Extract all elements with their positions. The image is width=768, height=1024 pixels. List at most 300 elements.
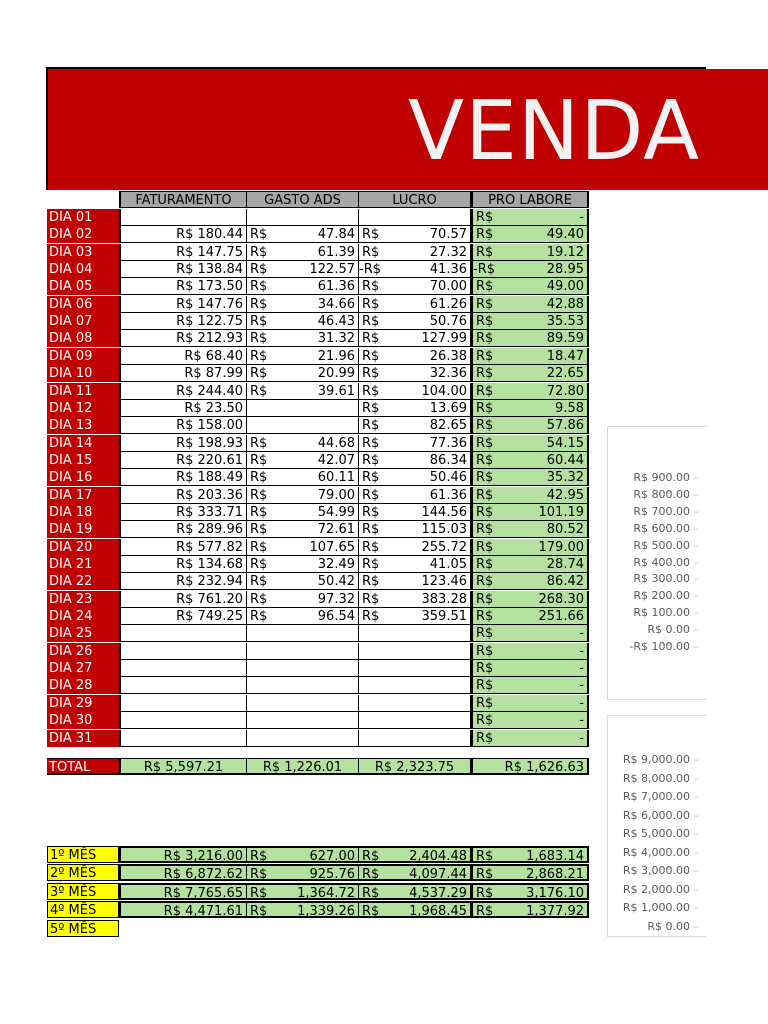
currency-symbol: R$: [476, 487, 494, 503]
total-pro[interactable]: R$ 1,626.63: [471, 758, 589, 775]
tick-mark: –: [690, 572, 699, 586]
gasto-ads-cell[interactable]: [247, 504, 359, 521]
currency-symbol: R$: [250, 609, 268, 625]
day-label: DIA 29: [47, 695, 119, 712]
currency-symbol: R$: [250, 366, 268, 382]
y-tick-label: [633, 522, 699, 535]
tick-text: R$ 800.00: [633, 487, 690, 501]
day-label: DIA 16: [47, 469, 119, 486]
currency-symbol: R$: [362, 885, 380, 900]
gasto-ads-cell[interactable]: [247, 712, 359, 729]
y-tick-label: [647, 623, 699, 636]
lucro-cell[interactable]: [359, 712, 471, 729]
lucro-cell[interactable]: [359, 539, 471, 556]
gasto-ads-cell[interactable]: [247, 695, 359, 712]
gasto-ads-cell[interactable]: [247, 556, 359, 573]
y-tick-label: [623, 846, 699, 859]
pro-labore-cell[interactable]: [471, 591, 589, 608]
y-tick-label: [623, 790, 699, 803]
cell-value: 41.05: [429, 557, 467, 572]
gasto-ads-cell[interactable]: [247, 400, 359, 417]
currency-symbol: R$: [476, 418, 494, 434]
gasto-ads-cell[interactable]: [247, 452, 359, 469]
faturamento-cell[interactable]: [119, 573, 247, 590]
cell-value: 32.36: [429, 366, 467, 382]
gasto-ads-cell[interactable]: [247, 244, 359, 261]
month-gasto-ads[interactable]: [247, 846, 359, 863]
pro-labore-cell[interactable]: [471, 261, 589, 278]
y-tick-label: [633, 505, 699, 518]
faturamento-cell[interactable]: [119, 625, 247, 642]
tick-text: R$ 400.00: [633, 555, 690, 569]
cell-value: 72.61: [317, 522, 355, 538]
month-lucro[interactable]: [359, 846, 471, 863]
cell-value: 54.99: [317, 504, 355, 520]
pro-labore-cell[interactable]: [471, 226, 589, 243]
currency-symbol: R$: [362, 849, 380, 863]
faturamento-cell[interactable]: [119, 521, 247, 538]
y-tick-label: [633, 471, 699, 484]
cell-value: R$ 134.68: [176, 557, 243, 572]
pro-labore-cell[interactable]: [471, 278, 589, 295]
tick-mark: –: [690, 538, 699, 552]
monthly-chart[interactable]: [607, 715, 707, 937]
cell-value: 32.49: [317, 557, 355, 572]
currency-symbol: R$: [250, 487, 268, 503]
cell-value: 50.42: [317, 574, 355, 590]
tick-mark: –: [690, 919, 699, 933]
gasto-ads-cell[interactable]: [247, 643, 359, 660]
header-pro-labore[interactable]: PRO LABORE: [471, 191, 589, 208]
tick-text: R$ 5,000.00: [622, 827, 690, 840]
pro-labore-cell[interactable]: [471, 712, 589, 729]
pro-labore-cell[interactable]: [471, 608, 589, 625]
lucro-cell[interactable]: [359, 677, 471, 694]
lucro-cell[interactable]: [359, 591, 471, 608]
lucro-cell[interactable]: [359, 417, 471, 434]
faturamento-cell[interactable]: [119, 730, 247, 747]
cell-value: 60.44: [546, 452, 584, 468]
gasto-ads-cell[interactable]: [247, 521, 359, 538]
cell-value: 86.34: [429, 452, 467, 468]
currency-symbol: R$: [476, 244, 494, 260]
month-lucro[interactable]: [359, 901, 471, 918]
header-lucro[interactable]: LUCRO: [359, 191, 471, 208]
cell-value: 21.96: [317, 348, 355, 364]
currency-symbol: R$: [476, 452, 494, 468]
cell-value: 20.99: [317, 366, 355, 382]
currency-symbol: R$: [476, 522, 494, 538]
cell-value: 57.86: [546, 418, 584, 434]
faturamento-cell[interactable]: [119, 400, 247, 417]
tick-mark: –: [690, 771, 699, 785]
pro-labore-cell[interactable]: [471, 539, 589, 556]
currency-symbol: R$: [476, 904, 494, 919]
tick-text: R$ 0.00: [647, 623, 690, 637]
cell-value: 46.43: [317, 314, 355, 330]
cell-value: R$ 68.40: [184, 348, 243, 364]
gasto-ads-cell[interactable]: [247, 261, 359, 278]
cell-value: 50.46: [429, 470, 467, 486]
gasto-ads-cell[interactable]: [247, 383, 359, 400]
tick-mark: –: [690, 487, 699, 501]
tick-mark: –: [690, 640, 699, 653]
month-faturamento[interactable]: [119, 883, 247, 900]
y-tick-label: [633, 572, 699, 585]
month-gasto-ads[interactable]: [247, 883, 359, 900]
currency-symbol: R$: [476, 366, 494, 382]
cell-value: R$ 138.84: [176, 262, 243, 278]
currency-symbol: R$: [250, 849, 268, 863]
lucro-cell[interactable]: [359, 400, 471, 417]
cell-value: R$ 7,765.65: [163, 885, 243, 900]
lucro-cell[interactable]: [359, 348, 471, 365]
cell-value: 19.12: [546, 244, 584, 260]
cell-value: -: [579, 678, 584, 694]
gasto-ads-cell[interactable]: [247, 278, 359, 295]
currency-symbol: R$: [476, 885, 494, 900]
tick-text: R$ 0.00: [647, 919, 690, 933]
day-label: DIA 20: [47, 539, 119, 556]
cell-value: R$ 147.75: [176, 244, 243, 260]
lucro-cell[interactable]: [359, 244, 471, 261]
month-label: 3º MÊS: [47, 883, 119, 900]
pro-labore-cell[interactable]: [471, 643, 589, 660]
y-tick-label: [647, 920, 699, 933]
pro-labore-cell[interactable]: [471, 487, 589, 504]
total-lucro[interactable]: R$ 2,323.75: [359, 758, 471, 775]
cell-value: -: [579, 210, 584, 225]
gasto-ads-cell[interactable]: [247, 608, 359, 625]
cell-value: R$ 180.44: [176, 227, 243, 243]
faturamento-cell[interactable]: [119, 469, 247, 486]
currency-symbol: R$: [476, 210, 494, 225]
faturamento-cell[interactable]: [119, 504, 247, 521]
gasto-ads-cell[interactable]: [247, 625, 359, 642]
lucro-cell[interactable]: [359, 278, 471, 295]
faturamento-cell[interactable]: [119, 712, 247, 729]
pro-labore-cell[interactable]: [471, 209, 589, 226]
currency-symbol: R$: [362, 557, 380, 572]
pro-labore-cell[interactable]: [471, 400, 589, 417]
faturamento-cell[interactable]: [119, 313, 247, 330]
cell-value: 18.47: [546, 348, 584, 364]
pro-labore-cell[interactable]: [471, 348, 589, 365]
currency-symbol: R$: [476, 849, 494, 863]
cell-value: R$ 203.36: [176, 487, 243, 503]
pro-labore-cell[interactable]: [471, 695, 589, 712]
lucro-cell[interactable]: [359, 608, 471, 625]
currency-symbol: R$: [250, 522, 268, 538]
lucro-cell[interactable]: [359, 435, 471, 452]
currency-symbol: R$: [250, 296, 268, 312]
cell-value: 9.58: [555, 400, 584, 416]
lucro-cell[interactable]: [359, 296, 471, 313]
faturamento-cell[interactable]: [119, 348, 247, 365]
cell-value: 179.00: [538, 539, 584, 555]
currency-symbol: R$: [362, 867, 380, 882]
lucro-cell[interactable]: [359, 556, 471, 573]
gasto-ads-cell[interactable]: [247, 226, 359, 243]
day-label: DIA 24: [47, 608, 119, 625]
lucro-cell[interactable]: [359, 625, 471, 642]
lucro-cell[interactable]: [359, 573, 471, 590]
pro-labore-cell[interactable]: [471, 556, 589, 573]
cell-value: R$ 4,471.61: [163, 904, 243, 919]
currency-symbol: R$: [476, 470, 494, 486]
currency-symbol: R$: [476, 296, 494, 312]
pro-labore-cell[interactable]: [471, 625, 589, 642]
month-label: 1º MÊS: [47, 846, 119, 863]
pro-labore-cell[interactable]: [471, 435, 589, 452]
cell-value: 26.38: [429, 348, 467, 364]
cell-value: 4,097.44: [409, 867, 467, 882]
faturamento-cell[interactable]: [119, 677, 247, 694]
pro-labore-cell[interactable]: [471, 660, 589, 677]
month-faturamento[interactable]: [119, 846, 247, 863]
month-lucro[interactable]: [359, 864, 471, 881]
currency-symbol: R$: [476, 574, 494, 590]
currency-symbol: R$: [250, 885, 268, 900]
currency-symbol: R$: [250, 435, 268, 451]
cell-value: R$ 23.50: [184, 400, 243, 416]
faturamento-cell[interactable]: [119, 244, 247, 261]
tick-text: R$ 8,000.00: [622, 771, 690, 785]
day-label: DIA 22: [47, 573, 119, 590]
currency-symbol: R$: [476, 678, 494, 694]
faturamento-cell[interactable]: [119, 417, 247, 434]
currency-symbol: R$: [476, 400, 494, 416]
currency-symbol: R$: [362, 331, 380, 347]
lucro-cell[interactable]: [359, 643, 471, 660]
lucro-cell[interactable]: [359, 521, 471, 538]
faturamento-cell[interactable]: [119, 539, 247, 556]
currency-symbol: R$: [362, 609, 380, 625]
cell-value: 127.99: [421, 331, 467, 347]
faturamento-cell[interactable]: [119, 383, 247, 400]
currency-symbol: R$: [476, 643, 494, 659]
currency-symbol: R$: [476, 695, 494, 711]
cell-value: 41.36: [429, 262, 467, 278]
day-label: DIA 02: [47, 226, 119, 243]
faturamento-cell[interactable]: [119, 487, 247, 504]
y-tick-label: [633, 606, 699, 619]
faturamento-cell[interactable]: [119, 591, 247, 608]
daily-chart[interactable]: [607, 426, 707, 700]
cell-value: 35.53: [546, 314, 584, 330]
tick-text: R$ 700.00: [633, 504, 690, 518]
gasto-ads-cell[interactable]: [247, 435, 359, 452]
gasto-ads-cell[interactable]: [247, 660, 359, 677]
cell-value: 4,537.29: [409, 885, 467, 900]
pro-labore-cell[interactable]: [471, 417, 589, 434]
lucro-cell[interactable]: [359, 660, 471, 677]
gasto-ads-cell[interactable]: [247, 313, 359, 330]
gasto-ads-cell[interactable]: [247, 539, 359, 556]
faturamento-cell[interactable]: [119, 660, 247, 677]
lucro-cell[interactable]: [359, 261, 471, 278]
gasto-ads-cell[interactable]: [247, 417, 359, 434]
pro-labore-cell[interactable]: [471, 383, 589, 400]
cell-value: 79.00: [317, 487, 355, 503]
gasto-ads-cell[interactable]: [247, 209, 359, 226]
y-tick-label: [633, 488, 699, 501]
pro-labore-cell[interactable]: [471, 313, 589, 330]
cell-value: 97.32: [317, 591, 355, 607]
tick-text: R$ 1,000.00: [622, 901, 690, 914]
faturamento-cell[interactable]: [119, 261, 247, 278]
currency-symbol: R$: [362, 296, 380, 312]
month-label: 4º MÊS: [47, 901, 119, 918]
tick-mark: –: [690, 589, 699, 603]
pro-labore-cell[interactable]: [471, 521, 589, 538]
faturamento-cell[interactable]: [119, 278, 247, 295]
cell-value: 47.84: [317, 227, 355, 243]
gasto-ads-cell[interactable]: [247, 573, 359, 590]
month-pro-labore[interactable]: [471, 901, 589, 918]
cell-value: 42.95: [546, 487, 584, 503]
currency-symbol: R$: [362, 383, 380, 399]
faturamento-cell[interactable]: [119, 209, 247, 226]
day-label: DIA 12: [47, 400, 119, 417]
faturamento-cell[interactable]: [119, 435, 247, 452]
gasto-ads-cell[interactable]: [247, 469, 359, 486]
cell-value: 115.03: [421, 522, 467, 538]
faturamento-cell[interactable]: [119, 226, 247, 243]
pro-labore-cell[interactable]: [471, 504, 589, 521]
faturamento-cell[interactable]: [119, 296, 247, 313]
month-pro-labore[interactable]: [471, 883, 589, 900]
faturamento-cell[interactable]: [119, 608, 247, 625]
cell-value: 96.54: [317, 609, 355, 625]
gasto-ads-cell[interactable]: [247, 365, 359, 382]
cell-value: 80.52: [546, 522, 584, 538]
gasto-ads-cell[interactable]: [247, 296, 359, 313]
cell-value: 144.56: [421, 504, 467, 520]
y-tick-label: [633, 539, 699, 552]
cell-value: 70.00: [429, 279, 467, 295]
lucro-cell[interactable]: [359, 452, 471, 469]
pro-labore-cell[interactable]: [471, 296, 589, 313]
faturamento-cell[interactable]: [119, 643, 247, 660]
pro-labore-cell[interactable]: [471, 573, 589, 590]
cell-value: R$ 188.49: [176, 470, 243, 486]
tick-text: R$ 6,000.00: [622, 808, 690, 822]
cell-value: R$ 147.76: [176, 296, 243, 312]
lucro-cell[interactable]: [359, 730, 471, 747]
lucro-cell[interactable]: [359, 695, 471, 712]
header-gasto-ads[interactable]: GASTO ADS: [247, 191, 359, 208]
tick-mark: –: [690, 845, 699, 859]
day-label: DIA 26: [47, 643, 119, 660]
gasto-ads-cell[interactable]: [247, 330, 359, 347]
month-pro-labore[interactable]: [471, 864, 589, 881]
tick-text: -R$ 100.00: [629, 640, 690, 653]
pro-labore-cell[interactable]: [471, 330, 589, 347]
cell-value: 101.19: [538, 504, 584, 520]
faturamento-cell[interactable]: [119, 365, 247, 382]
cell-value: R$ 289.96: [176, 522, 243, 538]
cell-value: 123.46: [421, 574, 467, 590]
cell-value: 31.32: [317, 331, 355, 347]
tick-mark: –: [690, 790, 699, 803]
month-faturamento[interactable]: [119, 864, 247, 881]
currency-symbol: R$: [476, 591, 494, 607]
cell-value: 1,683.14: [526, 849, 584, 863]
faturamento-cell[interactable]: [119, 452, 247, 469]
currency-symbol: R$: [250, 557, 268, 572]
day-label: DIA 01: [47, 209, 119, 226]
gasto-ads-cell[interactable]: [247, 487, 359, 504]
lucro-cell[interactable]: [359, 504, 471, 521]
gasto-ads-cell[interactable]: [247, 677, 359, 694]
cell-value: 54.15: [546, 435, 584, 451]
lucro-cell[interactable]: [359, 469, 471, 486]
pro-labore-cell[interactable]: [471, 244, 589, 261]
month-pro-labore[interactable]: [471, 846, 589, 863]
gasto-ads-cell[interactable]: [247, 730, 359, 747]
lucro-cell[interactable]: [359, 209, 471, 226]
month-gasto-ads[interactable]: [247, 901, 359, 918]
gasto-ads-cell[interactable]: [247, 591, 359, 608]
day-label: DIA 14: [47, 435, 119, 452]
currency-symbol: -R$: [473, 262, 495, 278]
currency-symbol: R$: [250, 383, 268, 399]
cell-value: 2,868.21: [526, 867, 584, 882]
lucro-cell[interactable]: [359, 383, 471, 400]
pro-labore-cell[interactable]: [471, 365, 589, 382]
lucro-cell[interactable]: [359, 226, 471, 243]
lucro-cell[interactable]: [359, 365, 471, 382]
month-faturamento[interactable]: [119, 901, 247, 918]
lucro-cell[interactable]: [359, 487, 471, 504]
currency-symbol: R$: [476, 539, 494, 555]
faturamento-cell[interactable]: [119, 556, 247, 573]
lucro-cell[interactable]: [359, 330, 471, 347]
pro-labore-cell[interactable]: [471, 452, 589, 469]
cell-value: 50.76: [429, 314, 467, 330]
month-gasto-ads[interactable]: [247, 864, 359, 881]
total-fat[interactable]: R$ 5,597.21: [119, 758, 247, 775]
currency-symbol: R$: [362, 400, 380, 416]
cell-value: 107.65: [309, 539, 355, 555]
lucro-cell[interactable]: [359, 313, 471, 330]
month-lucro[interactable]: [359, 883, 471, 900]
pro-labore-cell[interactable]: [471, 469, 589, 486]
day-label: DIA 17: [47, 487, 119, 504]
gasto-ads-cell[interactable]: [247, 348, 359, 365]
currency-symbol: R$: [362, 904, 380, 919]
tick-mark: –: [690, 555, 699, 569]
pro-labore-cell[interactable]: [471, 677, 589, 694]
currency-symbol: R$: [362, 244, 380, 260]
currency-symbol: R$: [250, 227, 268, 243]
cell-value: 1,364.72: [297, 885, 355, 900]
total-ads[interactable]: R$ 1,226.01: [247, 758, 359, 775]
cell-value: 122.57: [309, 262, 355, 278]
currency-symbol: R$: [250, 539, 268, 555]
cell-value: R$ 158.00: [176, 418, 243, 434]
cell-value: 49.40: [546, 227, 584, 243]
faturamento-cell[interactable]: [119, 330, 247, 347]
month-label: 5º MÊS: [47, 920, 119, 937]
cell-value: 28.95: [546, 262, 584, 278]
cell-value: 77.36: [429, 435, 467, 451]
faturamento-cell[interactable]: [119, 695, 247, 712]
header-faturamento[interactable]: FATURAMENTO: [119, 191, 247, 208]
day-label: DIA 18: [47, 504, 119, 521]
pro-labore-cell[interactable]: [471, 730, 589, 747]
